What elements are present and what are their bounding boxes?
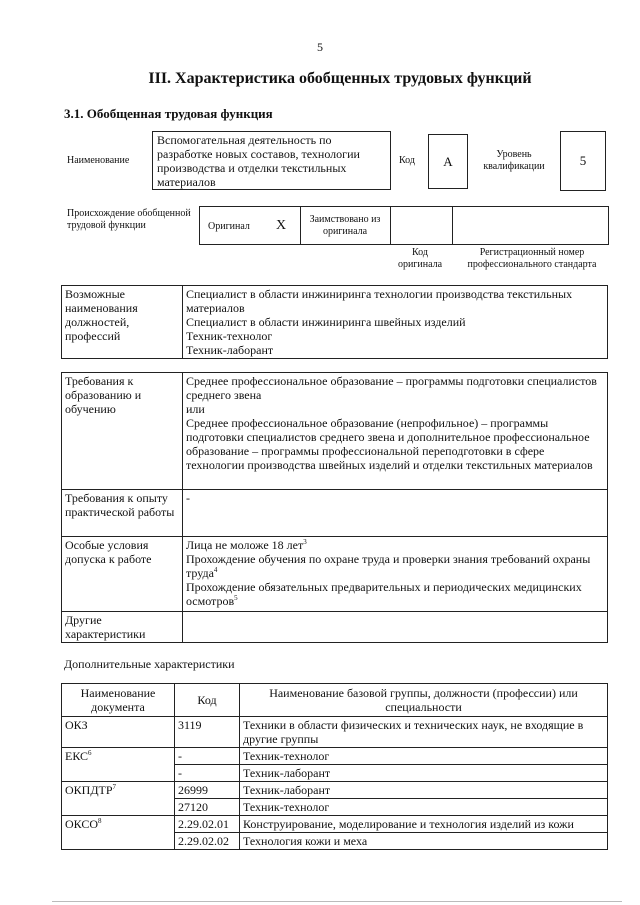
additional-table — [61, 683, 608, 850]
subsection-title: 3.1. Обобщенная трудовая функция — [64, 106, 273, 121]
req-experience-label: Требования к опыту практической работы — [62, 490, 183, 537]
otf-level-box — [560, 131, 606, 191]
doc-cell — [62, 782, 175, 816]
footnote-ref: 7 — [112, 783, 117, 791]
footnote-ref: 5 — [234, 594, 238, 602]
req-education-cell — [183, 373, 608, 490]
name-cell: Конструирование, моделирование и технология изделий из кожи — [240, 816, 608, 833]
req-line — [186, 580, 604, 608]
origin-code-caption: Код оригинала — [397, 247, 443, 270]
additional-title: Дополнительные характеристики — [64, 657, 235, 671]
origin-label: Происхождение обобщенной трудовой функции — [67, 208, 191, 231]
position-item: Специалист в области инжиниринга швейных изделий — [186, 315, 466, 329]
req-other-label: Другие характеристики — [62, 612, 183, 643]
origin-borrowed-label: Заимствовано из оригинала — [309, 214, 381, 237]
table-row — [62, 286, 608, 359]
code-cell: 3119 — [175, 717, 240, 748]
code-cell: 2.29.02.02 — [175, 833, 240, 850]
req-line: Среднее профессиональное образование – программы подготовки специалистов среднего звена — [186, 374, 597, 402]
name-cell: Техники в области физических и технических наук, не входящие в другие группы — [240, 717, 608, 748]
otf-level-value: 5 — [579, 153, 587, 168]
req-education-label: Требования к образованию и обучению — [62, 373, 183, 490]
otf-name-value: Вспомогательная деятельность по разработке новых составов, технологии производства и отделки текстильных материалов — [157, 133, 360, 189]
positions-table — [61, 285, 608, 359]
origin-reg-caption: Регистрационный номер профессионального стандарта — [467, 247, 597, 270]
otf-name-label: Наименование — [67, 155, 130, 166]
req-line-text: Прохождение обучения по охране труда и проверки знания требований охраны труда — [186, 552, 591, 580]
table-row — [62, 748, 608, 765]
name-cell: Техник-технолог — [240, 799, 608, 816]
req-line: Среднее профессиональное образование (непрофильное) – программы подготовки специалистов среднего звена и дополнительное профессиональное образование – программы профессиональной переподготовки в сфере технологии производства швейных изделий и отделки текстильных материалов — [186, 416, 593, 472]
otf-code-box — [428, 134, 468, 189]
bottom-edge-line — [52, 901, 622, 902]
req-admission-label: Особые условия допуска к работе — [62, 537, 183, 612]
code-cell: 27120 — [175, 799, 240, 816]
req-admission-cell — [183, 537, 608, 612]
requirements-table — [61, 372, 608, 643]
doc-cell — [62, 748, 175, 782]
header-code: Код — [175, 684, 240, 717]
code-cell: - — [175, 765, 240, 782]
table-row — [62, 490, 608, 537]
table-row — [62, 373, 608, 490]
code-cell: 2.29.02.01 — [175, 816, 240, 833]
table-row — [62, 816, 608, 833]
req-other-cell — [183, 612, 608, 643]
table-row — [62, 537, 608, 612]
req-line — [186, 552, 604, 580]
positions-cell — [183, 286, 608, 359]
header-document: Наименование документа — [62, 684, 175, 717]
doc-name: ЕКС — [65, 749, 89, 763]
code-cell: - — [175, 748, 240, 765]
header-name: Наименование базовой группы, должности (профессии) или специальности — [240, 684, 608, 717]
name-cell: Технология кожи и меха — [240, 833, 608, 850]
otf-level-label: Уровень квалификации — [483, 149, 545, 172]
doc-name: ОКПДТР — [65, 783, 113, 797]
req-experience-cell — [183, 490, 608, 537]
position-item: Техник-технолог — [186, 329, 273, 343]
page-number: 5 — [317, 40, 323, 54]
req-line-text: Прохождение обязательных предварительных и периодических медицинских осмотров — [186, 580, 582, 608]
req-line: или — [186, 402, 205, 416]
origin-original-label: Оригинал — [208, 221, 250, 232]
origin-divider — [390, 207, 391, 244]
table-row — [62, 717, 608, 748]
footnote-ref: 8 — [98, 817, 102, 825]
req-line-text: Лица не моложе 18 лет — [186, 538, 304, 552]
origin-box — [199, 206, 609, 245]
origin-divider — [452, 207, 453, 244]
table-header-row — [62, 684, 608, 717]
code-cell: 26999 — [175, 782, 240, 799]
otf-name-box — [152, 131, 391, 190]
otf-code-label: Код — [399, 155, 415, 166]
section-title: III. Характеристика обобщенных трудовых функций — [148, 70, 532, 87]
position-item: Специалист в области инжиниринга технологии производства текстильных материалов — [186, 287, 573, 315]
position-item: Техник-лаборант — [186, 343, 274, 357]
doc-name: ОКСО — [65, 817, 99, 831]
name-cell: Техник-технолог — [240, 748, 608, 765]
otf-code-value: A — [443, 153, 453, 169]
footnote-ref: 6 — [88, 749, 92, 757]
positions-label: Возможные наименования должностей, профессий — [62, 286, 183, 359]
table-row — [62, 612, 608, 643]
footnote-ref: 4 — [213, 566, 218, 574]
req-line: - — [186, 491, 190, 505]
doc-cell — [62, 816, 175, 850]
footnote-ref: 3 — [303, 538, 307, 546]
origin-divider — [300, 207, 301, 244]
name-cell: Техник-лаборант — [240, 782, 608, 799]
name-cell: Техник-лаборант — [240, 765, 608, 782]
doc-cell: ОКЗ — [62, 717, 175, 748]
table-row — [62, 782, 608, 799]
origin-original-mark: X — [276, 218, 287, 233]
req-line — [186, 538, 604, 552]
